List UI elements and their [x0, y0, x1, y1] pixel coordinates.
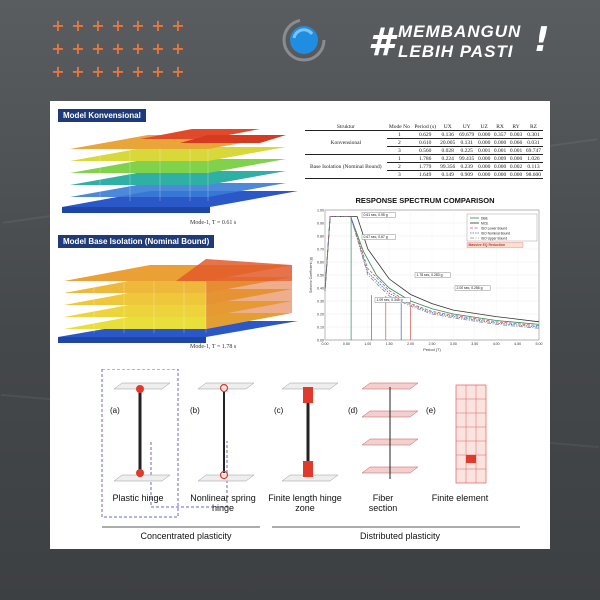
annotation-text: 0.67 sec, 0.67 g — [363, 235, 388, 239]
table-group-name: Base Isolation (Nominal Bound) — [305, 155, 387, 179]
x-tick-label: 0.50 — [342, 342, 350, 346]
x-tick-label: 1.50 — [385, 342, 393, 346]
plus-decoration: + — [71, 16, 85, 35]
legend-label: ISO Lower Bound — [481, 226, 508, 231]
table-header: RZ — [524, 123, 543, 131]
table-cell: 99.435 — [459, 155, 475, 162]
content-panel — [50, 101, 550, 549]
y-tick-label: 0.10 — [317, 325, 324, 330]
y-tick-label: 0.90 — [317, 221, 324, 226]
table-cell: 0.000 — [509, 171, 523, 178]
plus-decoration: + — [71, 62, 85, 81]
plus-decoration: + — [131, 16, 145, 35]
table-header-row — [305, 123, 543, 131]
table-cell: 69.679 — [459, 131, 475, 138]
plus-decoration: + — [111, 16, 125, 35]
konvensional-caption: Mode-1, T = 0.61 s — [190, 220, 237, 226]
table-cell: 1.786 — [412, 155, 438, 163]
table-header: Period (s) — [412, 123, 438, 131]
table-cell: 2 — [387, 163, 412, 171]
hinge-label-spring: Nonlinear spring hinge — [190, 493, 256, 513]
hinge-b — [198, 383, 254, 481]
table-cell: 1 — [387, 131, 412, 139]
x-tick-label: 1.00 — [364, 342, 372, 346]
hinge-letter: (e) — [426, 406, 436, 415]
table-cell: 0.001 — [509, 147, 523, 154]
x-tick-label: 3.00 — [449, 342, 457, 346]
hinge-e — [456, 385, 486, 483]
hinge-label-fiber: Fiber section — [368, 493, 398, 513]
hinge-letter: (a) — [110, 406, 120, 415]
plus-decoration: + — [91, 39, 105, 58]
table-cell: 0.000 — [493, 171, 507, 178]
annotation-text: 1.78 sec, 0.283 g — [416, 273, 443, 277]
y-axis-label: Seismic Coefficient (g) — [309, 257, 313, 293]
table-header: Struktur — [305, 123, 387, 131]
plus-decoration: + — [171, 62, 185, 81]
table-cell: 0.131 — [457, 139, 476, 147]
plus-decoration: + — [151, 62, 165, 81]
table-cell: 0.001 — [493, 147, 507, 154]
plus-decoration: + — [131, 62, 145, 81]
table-header: RY — [508, 123, 524, 131]
annotation-text: 1.09 sec, 0.345 g — [376, 298, 403, 302]
plus-decoration: + — [51, 39, 65, 58]
table-header: UY — [457, 123, 476, 131]
y-tick-label: 0.30 — [317, 299, 324, 304]
modal-participation-table — [305, 123, 543, 179]
table-cell: 0.301 — [524, 131, 543, 139]
table-cell: 99.356 — [440, 163, 456, 170]
hinge-letter: (b) — [190, 406, 200, 415]
konvensional-model-image — [60, 121, 300, 229]
plus-decoration: + — [111, 39, 125, 58]
table-cell: 2 — [387, 139, 412, 147]
y-tick-label: 0.70 — [317, 247, 324, 252]
hinge-d — [362, 383, 418, 479]
legend-label: MCE — [481, 221, 489, 226]
tagline-line-1: MEMBANGUN — [398, 22, 522, 41]
y-tick-label: 0.20 — [317, 312, 324, 317]
x-tick-label: 4.00 — [492, 342, 500, 346]
circle-logo-icon — [282, 18, 326, 62]
table-cell: 0.000 — [477, 131, 491, 138]
table-cell: 0.000 — [477, 155, 491, 162]
x-tick-label: 2.50 — [428, 342, 436, 346]
hash-symbol: # — [368, 20, 395, 64]
hinge-label-plastic: Plastic hinge — [112, 493, 164, 503]
plus-decoration: + — [151, 39, 165, 58]
model-konvensional-title: Model Konvensional — [58, 109, 146, 122]
table-cell: 0.000 — [477, 163, 491, 170]
table-cell: 0.000 — [509, 155, 523, 162]
x-tick-label: 5.00 — [535, 342, 543, 346]
table-header: UZ — [476, 123, 492, 131]
plus-decoration: + — [91, 16, 105, 35]
x-tick-label: 3.50 — [471, 342, 479, 346]
plus-pattern — [48, 14, 188, 83]
table-cell: 0.009 — [493, 155, 507, 162]
y-tick-label: 1.00 — [317, 208, 324, 213]
distributed-plasticity-label: Distributed plasticity — [359, 531, 441, 541]
table-cell: 0.225 — [457, 147, 476, 155]
plus-decoration: + — [151, 16, 165, 35]
response-spectrum-title: RESPONSE SPECTRUM COMPARISON — [355, 196, 495, 205]
y-tick-label: 0.50 — [317, 273, 324, 278]
table-cell: 0.000 — [477, 171, 491, 178]
table-cell: 0.002 — [509, 163, 523, 170]
plus-decoration: + — [91, 62, 105, 81]
table-cell: 0.028 — [438, 147, 457, 155]
table-row — [305, 155, 543, 163]
table-cell: 0.610 — [412, 139, 438, 147]
tagline — [368, 16, 558, 72]
isolation-model-image — [56, 251, 300, 351]
y-tick-label: 0.80 — [317, 234, 324, 239]
table-cell: 0.113 — [524, 163, 543, 171]
annotation-text: 2.00 sec, 0.256 g — [456, 286, 483, 290]
table-cell: 0.560 — [412, 147, 438, 155]
table-cell: 69.747 — [525, 147, 542, 154]
annotation-text: 0.61 sec, 0.95 g — [363, 213, 388, 217]
table-group-name: Konvensional — [305, 131, 387, 155]
legend-label: DBE — [481, 216, 488, 221]
tagline-line-2: LEBIH PASTI — [398, 42, 514, 61]
table-header: RX — [492, 123, 508, 131]
plus-decoration: + — [51, 16, 65, 35]
plus-decoration: + — [51, 62, 65, 81]
table-cell: 1 — [387, 155, 412, 163]
table-cell: 0.149 — [438, 171, 457, 179]
table-header: Mode No — [387, 123, 412, 131]
table-row — [305, 131, 543, 139]
table-group — [305, 131, 543, 155]
y-tick-label: 0.60 — [317, 260, 324, 265]
table-cell: 3 — [387, 171, 412, 179]
legend-label: ISO Nominal Bound — [481, 231, 511, 236]
response-spectrum-chart — [307, 206, 545, 354]
y-tick-label: 0.40 — [317, 286, 324, 291]
hinge-c — [282, 383, 338, 481]
y-tick-label: 0.00 — [317, 338, 324, 343]
annotation-text: Massive EQ Reduction — [468, 243, 506, 247]
table-cell: 3 — [387, 147, 412, 155]
table-cell: 0.000 — [493, 163, 507, 170]
table-group — [305, 155, 543, 179]
table-cell: 0.357 — [493, 131, 507, 138]
model-isolation-title: Model Base Isolation (Nominal Bound) — [58, 235, 214, 248]
table-cell: 0.629 — [412, 131, 438, 139]
x-tick-label: 2.00 — [407, 342, 415, 346]
hinge-label-finite-length: Finite length hinge zone — [268, 493, 342, 513]
concentrated-plasticity-label: Concentrated plasticity — [140, 531, 232, 541]
hinge-label-finite-element: Finite element — [431, 493, 489, 503]
x-tick-label: 0.00 — [321, 342, 329, 346]
plus-decoration: + — [171, 39, 185, 58]
hinge-letter: (c) — [274, 406, 284, 415]
isolation-caption: Mode-1, T = 1.78 s — [190, 344, 237, 350]
table-cell: 0.031 — [524, 139, 543, 147]
table-cell: 0.000 — [493, 139, 507, 146]
plus-decoration: + — [131, 39, 145, 58]
table-cell: 0.000 — [477, 139, 491, 146]
table-cell: 0.066 — [509, 139, 523, 146]
hinge-letter: (d) — [348, 406, 358, 415]
table-cell: 0.001 — [477, 147, 491, 154]
table-cell: 98.600 — [525, 171, 542, 178]
plus-decoration: + — [111, 62, 125, 81]
x-axis-label: Period (T) — [423, 347, 441, 352]
table-header: UX — [438, 123, 457, 131]
table-cell: 0.224 — [438, 155, 457, 163]
plus-decoration: + — [71, 39, 85, 58]
table-cell: 0.239 — [457, 163, 476, 171]
table-cell: 1.649 — [412, 171, 438, 179]
modal-table — [305, 123, 543, 189]
table-cell: 1.779 — [412, 163, 438, 171]
plus-decoration: + — [171, 16, 185, 35]
legend-label: ISO Upper Bound — [481, 236, 508, 241]
hinge-illustrations — [100, 369, 540, 549]
exclamation-mark: ! — [534, 20, 550, 60]
x-tick-label: 4.50 — [514, 342, 522, 346]
table-cell: 1.026 — [524, 155, 543, 163]
table-cell: 0.136 — [438, 131, 457, 139]
table-cell: 0.909 — [457, 171, 476, 179]
table-cell: 20.005 — [440, 139, 456, 146]
table-cell: 0.003 — [509, 131, 523, 138]
